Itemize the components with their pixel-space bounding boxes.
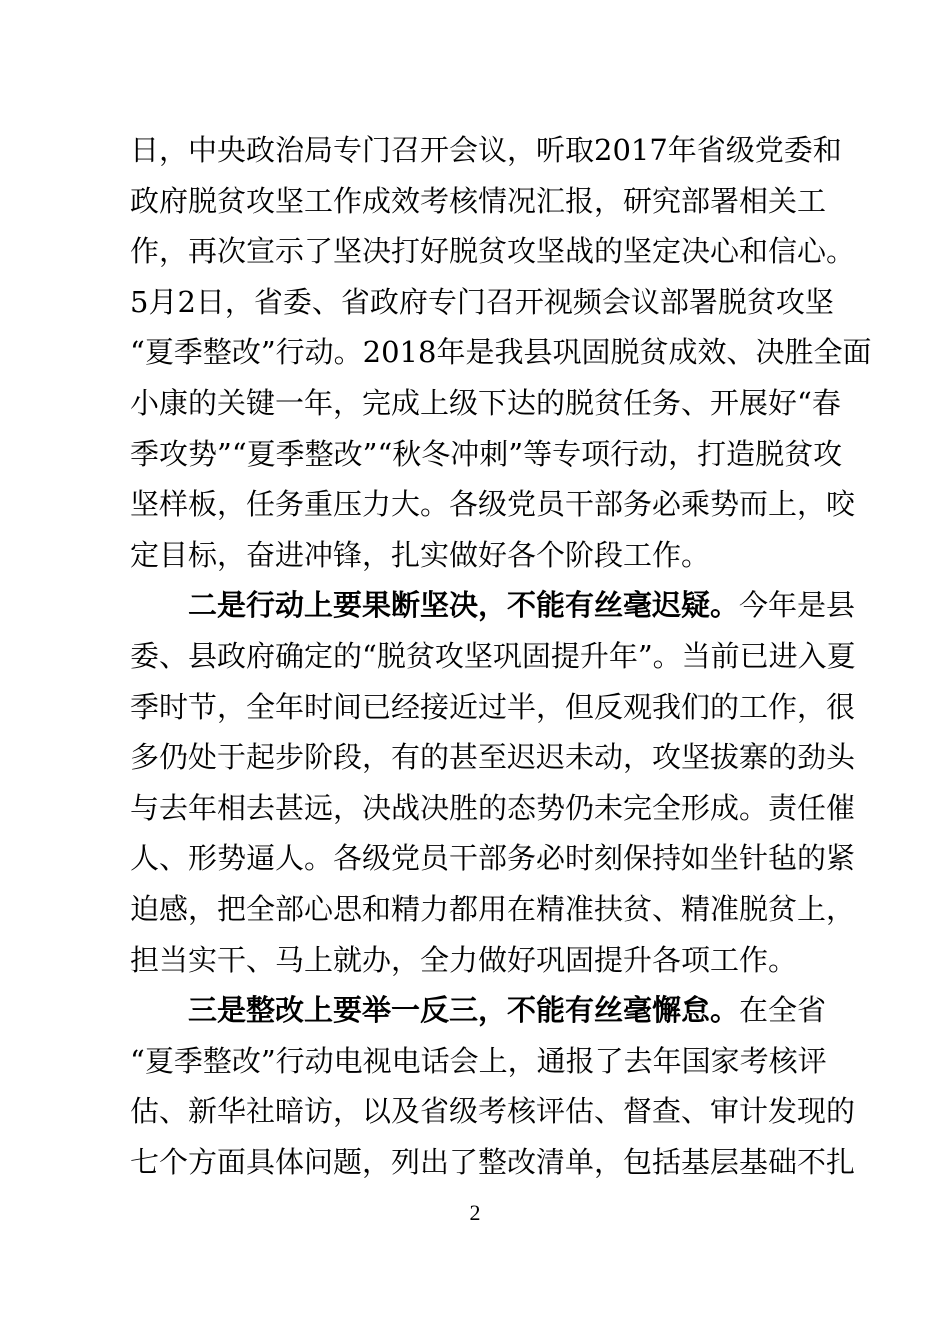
paragraph-3 <box>130 985 856 1187</box>
text-line: 作，再次宣示了坚决打好脱贫攻坚战的坚定决心和信心。 <box>130 234 856 269</box>
paragraph-text: 在全省 <box>739 993 827 1028</box>
text-line <box>130 985 827 1036</box>
text-line: 季时节，全年时间已经接近过半，但反观我们的工作，很 <box>130 689 856 724</box>
text-line: 坚样板，任务重压力大。各级党员干部务必乘势而上，咬 <box>130 487 856 522</box>
text-line: 估、新华社暗访，以及省级考核评估、督查、审计发现的 <box>130 1094 856 1129</box>
text-line: 定目标，奋进冲锋，扎实做好各个阶段工作。 <box>130 537 711 572</box>
text-line: 政府脱贫攻坚工作成效考核情况汇报，研究部署相关工 <box>130 183 827 218</box>
text-line: 担当实干、马上就办，全力做好巩固提升各项工作。 <box>130 942 798 977</box>
text-line: 多仍处于起步阶段，有的甚至迟迟未动，攻坚拔寨的劲头 <box>130 740 856 775</box>
text-line: 与去年相去甚远，决战决胜的态势仍未完全形成。责任催 <box>130 790 856 825</box>
text-line: 委、县政府确定的“脱贫攻坚巩固提升年”。当前已进入夏 <box>130 638 856 673</box>
text-line <box>130 580 856 631</box>
paragraph-heading: 三是整改上要举一反三，不能有丝毫懈怠。 <box>188 993 740 1028</box>
text-line: 人、形势逼人。各级党员干部务必时刻保持如坐针毡的紧 <box>130 841 856 876</box>
paragraph-2 <box>130 580 856 985</box>
text-line: 季攻势”“夏季整改”“秋冬冲刺”等专项行动，打造脱贫攻 <box>130 436 843 471</box>
text-line: 七个方面具体问题，列出了整改清单，包括基层基础不扎 <box>130 1144 856 1179</box>
paragraph-1 <box>130 125 872 580</box>
text-line: “夏季整改”行动。2018年是我县巩固脱贫成效、决胜全面 <box>130 335 872 370</box>
paragraph-heading: 二是行动上要果断坚决，不能有丝毫迟疑。 <box>188 588 740 623</box>
text-line: “夏季整改”行动电视电话会上，通报了去年国家考核评 <box>130 1043 827 1078</box>
text-line: 日，中央政治局专门召开会议，听取2017年省级党委和 <box>130 133 842 167</box>
paragraph-text: 今年是县 <box>739 588 856 623</box>
text-line: 5月2日，省委、省政府专门召开视频会议部署脱贫攻坚 <box>130 284 834 319</box>
document-body <box>130 125 872 1187</box>
text-line: 小康的关键一年，完成上级下达的脱贫任务、开展好“春 <box>130 385 841 420</box>
page-number: 2 <box>469 1200 481 1225</box>
text-line: 迫感，把全部心思和精力都用在精准扶贫、精准脱贫上， <box>130 891 856 926</box>
